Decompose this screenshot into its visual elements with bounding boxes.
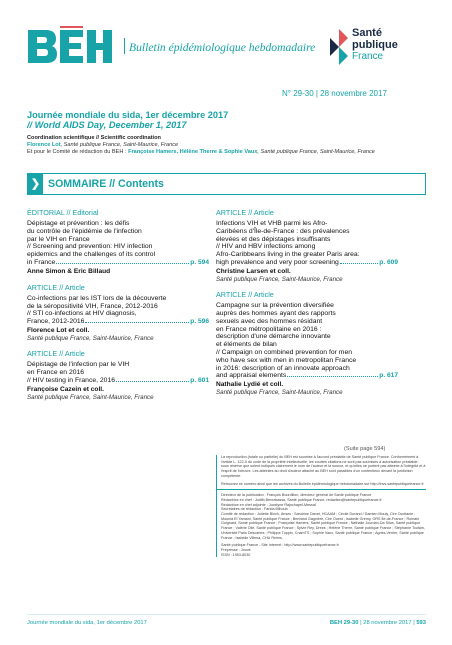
entry-affiliation: Santé publique France, Saint-Maurice, France — [216, 389, 343, 397]
beh-logo-icon — [26, 26, 114, 66]
entry-last-text: // HIV testing in France, 2016 — [27, 376, 116, 384]
coordination-block — [27, 135, 427, 157]
entry-title-line: et éléments de bilan — [216, 341, 277, 349]
entry-affiliation: Santé publique France, Saint-Maurice, France — [27, 393, 154, 401]
footer-page-number: 593 — [416, 620, 426, 626]
editorial-secretary: Secrétaires de rédaction : Farida Mihoub — [221, 507, 288, 512]
sp-line3: France — [352, 51, 384, 62]
coordination-label: Coordination scientifique // Scientific coordination — [27, 135, 161, 141]
entry-authors: Françoise Cazein et coll. — [27, 385, 104, 393]
archive-notice[interactable]: Retrouvez ce numéro ainsi que les archives du Bulletin épidémiologique hebdomadaire sur http://invs.santepubliquefrance.fr — [221, 481, 424, 486]
entry-authors: Florence Lot et coll. — [27, 326, 90, 334]
entry-title-line: en France en 2016 — [27, 369, 85, 377]
continued-note: (Suite page 594) — [344, 446, 386, 452]
entry-last-text: and appraisal elements — [216, 372, 287, 380]
entry-title-line: Caribéens d'Île-de-France : des prévalences — [216, 227, 350, 235]
entry-title-en-line: // Campaign on combined prevention for men — [216, 348, 353, 356]
sante-publique-france-logo[interactable] — [330, 27, 430, 67]
entry-authors: Anne Simon & Eric Billaud — [27, 267, 111, 275]
entry-page-link[interactable]: p. 596 — [190, 318, 209, 326]
event-title-fr: Journée mondiale du sida, 1er décembre 2017 — [27, 110, 229, 120]
dot-leader — [85, 322, 189, 323]
entry-title — [27, 295, 209, 311]
entry-title-en-line: // HIV and HBV infections among — [216, 243, 316, 251]
contents-column-left — [27, 208, 209, 408]
entry-authors: Nathalie Lydié et coll. — [216, 381, 284, 389]
info-divider — [217, 489, 426, 490]
sante-publique-text — [352, 27, 398, 63]
entry-last-text: France, 2012-2016 — [27, 318, 85, 326]
dot-leader — [287, 376, 378, 377]
entry-last-line — [216, 259, 398, 267]
entry-page-link[interactable]: p. 594 — [190, 258, 209, 266]
publication-info — [216, 455, 426, 557]
sommaire-title: SOMMAIRE // Contents — [48, 178, 164, 190]
entry-page-link[interactable]: p. 609 — [379, 258, 398, 266]
publication-director: Directeur de la publication : François Bourdillon, directeur général de Santé publique France — [221, 493, 372, 498]
coordinator-affil: , Santé publique France, Saint-Maurice, France — [60, 142, 179, 149]
entry-last-line — [216, 372, 398, 380]
contents-entry[interactable] — [216, 290, 398, 396]
entry-last-line — [27, 318, 209, 326]
sante-publique-mark-icon — [330, 29, 348, 65]
entry-title-line: en France métropolitaine en 2016 : — [216, 325, 322, 333]
contents-entry[interactable] — [27, 283, 209, 343]
committee-prefix: Et pour le Comité de rédaction du BEH : — [27, 149, 129, 156]
entry-title-line: du contrôle de l'épidémie de l'infection — [27, 227, 142, 235]
entry-title-en-line: who have sex with men in metropolitan France — [216, 356, 357, 364]
entry-authors: Christine Larsen et coll. — [216, 267, 291, 275]
issn: ISSN : 1953-8030 — [221, 552, 251, 557]
contents-column-right — [216, 208, 398, 404]
entry-rubric: ARTICLE // Article — [27, 282, 85, 292]
footer-issue: BEH 29-30 | 28 novembre 2017 | 593 — [329, 620, 426, 626]
contents-entry[interactable] — [27, 208, 209, 276]
dot-leader — [116, 381, 189, 382]
entry-last-line — [27, 259, 209, 267]
entry-title — [216, 220, 398, 243]
entry-title-en-line: epidemics and the challenges of its control — [27, 251, 156, 259]
chevron-right-icon: ❯ — [28, 174, 43, 194]
contents-entry[interactable] — [216, 208, 398, 283]
entry-title — [27, 361, 209, 377]
editorial-committee: Comité de rédaction : Juliette Bloch, Anses ; Sandrine Danet, HCAAM ; Cécile Durand / Damien Mouly, Cire Occitanie ; Mounia El Yamani, Santé publique France ; Bertrand Gagnière, Cire Ouest ; Isabelle Grémy, ORS Île-de-France ; Romain Guignard, Santé publique France ; Françoise Hamers, Santé publique France ; Nathalie Jourdan-Da Silva, Santé publique France ; Valérie Olié, Santé publique France ; Sylvie Rey, Drees ; Hélène Therre, Santé publique France ; Stéphanie Toutain, Université Paris Descartes ; Philippe Tuppin, CnamTS ; Sophie Vaux, Santé publique France ; Agnès Verrier, Santé publique France ; Isabelle Villena, CHU Reims. — [221, 512, 425, 540]
dot-leader — [340, 263, 378, 264]
entry-title-line: auprès des hommes ayant des rapports — [216, 309, 336, 317]
entry-title — [27, 220, 209, 243]
entry-rubric: ARTICLE // Article — [27, 349, 85, 359]
entry-rubric: ÉDITORIAL // Editorial — [27, 208, 99, 217]
entry-title-line: Infections VIH et VHB parmi les Afro- — [216, 220, 328, 227]
event-title-en: // World AIDS Day, December 1, 2017 — [27, 120, 187, 130]
footer-divider — [27, 614, 426, 615]
entry-title-line: Campagne sur la prévention diversifiée — [216, 302, 334, 310]
footer-beh: BEH 29-30 — [329, 620, 359, 626]
bulletin-title — [124, 38, 315, 54]
entry-affiliation: Santé publique France, Saint-Maurice, France — [216, 275, 343, 283]
event-heading — [27, 110, 427, 130]
sommaire-banner — [27, 173, 426, 195]
committee-names: Françoise Hamers, Hélène Therre & Sophie Vaux — [128, 149, 258, 156]
entry-title-en-line: Afro-Caribbeans living in the greater Paris area: — [216, 251, 360, 259]
entry-last-line — [27, 377, 209, 385]
entry-title-en-line: // Screening and prevention: HIV infection — [27, 243, 153, 251]
entry-last-text: in France — [27, 258, 56, 266]
entry-title-en-line: // STI co-infections at HIV diagnosis, — [27, 310, 137, 318]
entry-title-line: Co-infections par les IST lors de la découverte — [27, 294, 167, 302]
deputy-editor: Rédactrice en chef adjointe : Jocelyne Rajnchapel-Messaï — [221, 502, 316, 507]
entry-rubric: ARTICLE // Article — [216, 208, 274, 217]
page-footer — [27, 620, 426, 630]
entry-rubric: ARTICLE // Article — [216, 290, 274, 300]
entry-page-link[interactable]: p. 617 — [379, 372, 398, 380]
entry-affiliation: Santé publique France, Saint-Maurice, France — [27, 334, 154, 342]
entry-title-line: description d'une démarche innovante — [216, 333, 331, 341]
prepress: Prépresse : Jouve — [221, 547, 251, 552]
entry-title-line: par le VIH en France — [27, 235, 90, 243]
beh-logo[interactable] — [26, 26, 114, 66]
entry-title-line: Dépistage et prévention : les défis — [27, 220, 130, 227]
entry-title — [216, 302, 398, 349]
entry-title-line: sexuels avec des hommes résidant — [216, 317, 323, 325]
coordinator-name: Florence Lot — [27, 142, 61, 149]
title-separator — [124, 38, 125, 54]
editor-in-chief: Rédactrice en chef : Judith Benrekassa, Santé publique France, redaction@santepubliquefrance.fr — [221, 497, 382, 502]
entry-title-line: de la séropositivité VIH, France, 2012-2016 — [27, 302, 158, 310]
entry-title-en-line: in 2016: description of an innovate approach — [216, 364, 350, 372]
entry-last-text: high prevalence and very poor screening — [216, 258, 339, 266]
entry-title-line: Dépistage de l'infection par le VIH — [27, 361, 130, 369]
contents-entry[interactable] — [27, 349, 209, 401]
dot-leader — [56, 263, 189, 264]
bulletin-title-text: Bulletin épidémiologique hebdomadaire — [129, 41, 316, 54]
entry-page-link[interactable]: p. 601 — [190, 376, 209, 384]
entry-title-line: élevées et des dépistages insuffisants — [216, 235, 331, 243]
footer-date: 28 novembre 2017 — [363, 620, 412, 626]
legal-notice: La reproduction (totale ou partielle) du BEH est soumise à l'accord préalable de Santé publique France. Conformément à l'article L. 122-5 du code de la propriété intellectuelle, les courtes citations ne sont pas soumises à autorisation préalable, sous réserve que soient indiqués clairement le nom de l'auteur et la source, et qu'elles ne portent pas atteinte à l'intégrité et à l'esprit de l'oeuvre. Les atteintes au droit d'auteur attaché au BEH sont passibles d'un contentieux devant la juridiction compétente. — [221, 455, 426, 478]
committee-affil: , Santé publique France, Saint-Maurice, France — [257, 149, 375, 156]
issue-number: N° 29-30 | 28 novembre 2017 — [282, 89, 387, 98]
sp-line1: Santé — [352, 27, 382, 39]
sp-line2: publique — [352, 39, 398, 51]
publisher[interactable]: Santé publique France - Site Internet : http://www.santepubliquefrance.fr — [221, 543, 339, 548]
footer-event: Journée mondiale du sida, 1er décembre 2017 — [27, 620, 147, 626]
